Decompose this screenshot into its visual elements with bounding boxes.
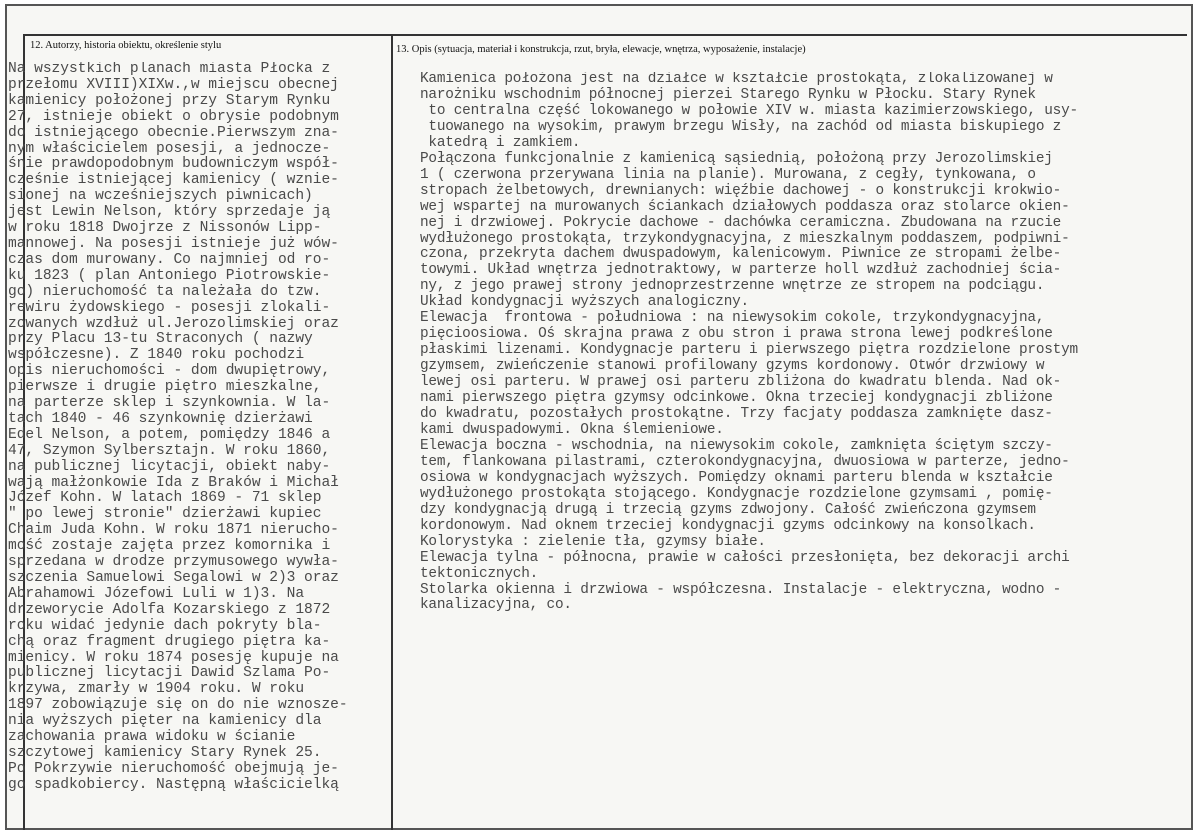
section-12-heading: 12. Autorzy, historia obiektu, określenie stylu [30,40,222,51]
header-rule [23,34,1187,36]
column-divider [391,36,393,830]
history-typed-text: Na wszystkich planach miasta Płocka z przełomu XVIII)XIXw.,w miejscu obecnej kamienicy położonej przy Starym Rynku 27, istnieje obiekt o obrysie podobnym do istniejącego obecnie.Pierwszym zna- nym właścicielem posesji, a jednocze- śnie prawdopodobnym budowniczym współ- cześnie istniejącej kamienicy ( wznie- sionej na wcześniejszych piwnicach) jest Lewin Nelson, który sprzedaje ją w roku 1818 Dwojrze z Nissonów Lipp- mannowej. Na posesji istnieje już wów- czas dom murowany. Co najmniej od ro- ku 1823 ( plan Antoniego Piotrowskie- go) nieruchomość ta należała do tzw. rewiru żydowskiego - posesji zlokali- zowanych wzdłuż ul.Jerozolimskiej oraz przy Placu 13-tu Straconych ( nazwy współczesne). Z 1840 roku pochodzi opis nieruchomości - dom dwupiętrowy, pierwsze i drugie piętro mieszkalne, na parterze sklep i szynkownia. W la- tach 1840 - 46 szynkownię dzierżawi Edel Nelson, a potem, pomiędzy 1846 a 47, Szymon Sylbersztajn. W roku 1860, na publicznej licytacji, obiekt naby- wają małżonkowie Ida z Braków i Michał Józef Kohn. W latach 1869 - 71 sklep " po lewej stronie" dzierżawi kupiec Chaim Juda Kohn. W roku 1871 nierucho- mość zostaje zajęta przez komornika i sprzedana w drodze przymusowego wywła- szczenia Samuelowi Segalowi w 2)3 oraz Abrahamowi Józefowi Luli w 1)3. Na drzeworycie Adolfa Kozarskiego z 1872 roku widać jedynie dach pokryty bla- chą oraz fragment drugiego piętra ka- mienicy. W roku 1874 posesję kupuje na publicznej licytacji Dawid Szlama Po- krzywa, zmarły w 1904 roku. W roku 1897 zobowiązuje się on do nie wznosze- nia wyższych pięter na kamienicy dla zachowania prawa widoku w ścianie szczytowej kamienicy Stary Rynek 25. Po Pokrzywie nieruchomość obejmują je- go spadkobiercy. Następną właścicielką [8,62,348,793]
description-typed-text: Kamienica położona jest na działce w kształcie prostokąta, zlokalizowanej w narożniku wschodnim północnej pierzei Starego Rynku w Płocku. Stary Rynek to centralna część lokowanego w połowie XIV w. miasta kazimierzowskiego, usy- tuowanego na wysokim, prawym brzegu Wisły, na zachód od miasta biskupiego z katedrą i zamkiem. Połączona funkcjonalnie z kamienicą sąsiednią, położoną przy Jerozolimskiej 1 ( czerwona przerywana linia na planie). Murowana, z cegły, tynkowana, o stropach żelbetowych, drewnianych: więźbie dachowej - o konstrukcji krokwio- wej wspartej na murowanych ściankach działowych poddasza oraz stolarce okien- nej i drzwiowej. Pokrycie dachowe - dachówka ceramiczna. Zbudowana na rzucie wydłużonego prostokąta, trzykondygnacyjna, z mieszkalnym poddaszem, podpiwni- czona, przekryta dachem dwuspadowym, kalenicowym. Piwnice ze stropami żelbe- towymi. Układ wnętrza jednotraktowy, w parterze holl wzdłuż zachodniej ścia- ny, z jego prawej strony jednoprzestrzenne wnętrze ze stropem na podciągu. Układ kondygnacji wyższych analogiczny. Elewacja frontowa - południowa : na niewysokim cokole, trzykondygnacyjna, pięcioosiowa. Oś skrajna prawa z obu stron i prawa strona lewej podkreślone płaskimi lizenami. Kondygnacje parteru i pierwszego piętra rozdzielone prostym gzymsem, zwieńczenie stanowi profilowany gzyms kordonowy. Otwór drzwiowy w lewej osi parteru. W prawej osi parteru zbliżona do kwadratu blenda. Nad ok- nami pierwszego piętra gzymsy odcinkowe. Okna trzeciej kondygnacji zbliżone do kwadratu, pozostałych prostokątne. Trzy facjaty poddasza zamknięte dasz- kami dwuspadowymi. Okna ślemieniowe. Elewacja boczna - wschodnia, na niewysokim cokole, zamknięta ściętym szczy- tem, flankowana pilastrami, czterokondygnacyjna, dwuosiowa w parterze, jedno- osiowa w kondygnacjach wyższych. Pomiędzy oknami parteru blenda w kształcie wydłużonego prostokąta stojącego. Kondygnacje rozdzielone gzymsami , pomię- dzy kondygnacją drugą i trzecią gzyms zdwojony. Całość zwieńczona gzymsem kordonowym. Nad oknem trzeciej kondygnacji gzyms odcinkowy na konsolkach. Kolorystyka : zielenie tła, gzymsy białe. Elewacja tylna - północna, prawie w całości przesłonięta, bez dekoracji archi tektonicznych. Stolarka okienna i drzwiowa - współczesna. Instalacje - elektryczna, wodno - kanalizacyjna, co. [420,72,1078,614]
section-13-heading: 13. Opis (sytuacja, materiał i konstrukcja, rzut, bryła, elewacje, wnętrza, wyposażenie, instalacje) [396,44,806,55]
